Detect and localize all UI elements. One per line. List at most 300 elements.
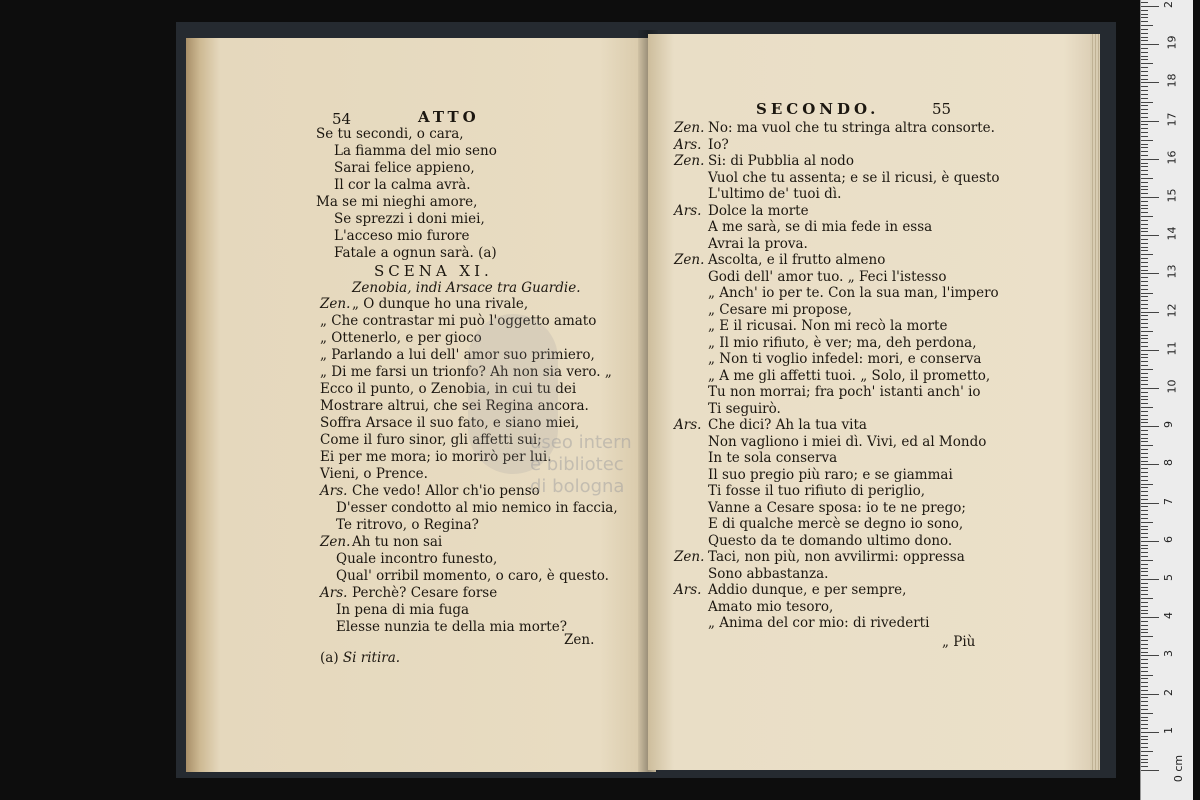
text-line bbox=[708, 401, 781, 418]
ruler-tick bbox=[1141, 545, 1148, 546]
line-text: No: ma vuol che tu stringa altra consorte. bbox=[708, 120, 995, 136]
text-line bbox=[334, 143, 497, 160]
line-text: Che dici? Ah la tua vita bbox=[708, 417, 867, 433]
ruler-tick bbox=[1141, 694, 1159, 695]
ruler-tick bbox=[1141, 422, 1148, 423]
ruler-tick bbox=[1141, 304, 1148, 305]
ruler-tick bbox=[1141, 388, 1159, 389]
speaker-label: Ars. bbox=[320, 483, 348, 499]
ruler-tick bbox=[1141, 396, 1148, 397]
text-line bbox=[336, 551, 497, 568]
line-text: Non vagliono i miei dì. Vivi, ed al Mondo bbox=[708, 433, 987, 450]
ruler-number: 4 bbox=[1162, 612, 1175, 620]
text-line bbox=[674, 582, 907, 599]
ruler-tick bbox=[1141, 331, 1153, 332]
ruler-tick bbox=[1141, 98, 1148, 99]
ruler-number: 16 bbox=[1165, 150, 1179, 165]
text-line bbox=[708, 269, 947, 286]
ruler-tick bbox=[1141, 178, 1153, 179]
ruler-number: 14 bbox=[1165, 226, 1179, 241]
line-text: „ Ottenerlo, e per gioco bbox=[320, 330, 482, 346]
ruler-number: 11 bbox=[1165, 341, 1179, 356]
line-text: Perchè? Cesare forse bbox=[352, 585, 498, 601]
running-head-left: ATTO bbox=[418, 108, 480, 126]
ruler-tick bbox=[1141, 621, 1148, 622]
ruler-tick bbox=[1141, 632, 1148, 633]
ruler-tick bbox=[1141, 449, 1148, 450]
ruler-tick bbox=[1141, 659, 1148, 660]
speaker-label: Ars. bbox=[320, 585, 348, 601]
ruler-number: 15 bbox=[1165, 188, 1179, 203]
line-text: Fatale a ognun sarà. (a) bbox=[334, 245, 497, 261]
ruler-tick bbox=[1141, 48, 1148, 49]
ruler-number: 0 cm bbox=[1172, 754, 1186, 783]
ruler-tick bbox=[1141, 228, 1148, 229]
line-text: Quale incontro funesto, bbox=[336, 551, 498, 567]
ruler-tick bbox=[1141, 648, 1148, 649]
ruler-tick bbox=[1141, 690, 1148, 691]
ruler-tick bbox=[1141, 747, 1148, 748]
ruler-tick bbox=[1141, 606, 1148, 607]
ruler-tick bbox=[1141, 308, 1148, 309]
line-text: „ Di me farsi un trionfo? Ah non sia vero. „ bbox=[320, 364, 612, 380]
text-line bbox=[320, 466, 428, 483]
ruler-tick bbox=[1141, 743, 1148, 744]
ruler-tick bbox=[1141, 697, 1148, 698]
line-text: „ Cesare mi propose, bbox=[708, 301, 852, 318]
ruler-tick bbox=[1141, 216, 1153, 217]
ruler-tick bbox=[1141, 155, 1148, 156]
text-line bbox=[708, 384, 981, 401]
speaker-label: Zen. bbox=[674, 120, 705, 136]
ruler-tick bbox=[1141, 403, 1148, 404]
line-text: „ E il ricusai. Non mi recò la morte bbox=[708, 318, 948, 334]
watermark-line: e bibliotec bbox=[530, 454, 624, 475]
line-text: Elesse nunzia te della mia morte? bbox=[336, 619, 567, 635]
ruler-tick bbox=[1141, 717, 1148, 718]
ruler-tick bbox=[1141, 663, 1148, 664]
watermark-line: di bologna bbox=[530, 476, 625, 497]
text-line bbox=[708, 219, 932, 236]
line-text: Mostrare altrui, che sei Regina ancora. bbox=[320, 398, 589, 414]
ruler-tick bbox=[1141, 453, 1148, 454]
ruler-tick bbox=[1141, 759, 1148, 760]
ruler-tick bbox=[1141, 468, 1148, 469]
ruler-tick bbox=[1141, 254, 1153, 255]
ruler-tick bbox=[1141, 52, 1148, 53]
text-line bbox=[320, 364, 612, 381]
text-line bbox=[708, 516, 963, 533]
ruler-tick bbox=[1141, 705, 1148, 706]
ruler-tick bbox=[1141, 732, 1159, 733]
ruler-tick bbox=[1141, 373, 1148, 374]
text-line bbox=[320, 483, 540, 500]
text-line bbox=[708, 285, 999, 302]
footnote bbox=[320, 650, 400, 666]
line-text: Amato mio tesoro, bbox=[708, 598, 834, 615]
ruler-tick bbox=[1141, 37, 1148, 38]
ruler-tick bbox=[1141, 147, 1148, 148]
ruler-number: 7 bbox=[1162, 497, 1175, 505]
ruler-tick bbox=[1141, 121, 1159, 122]
ruler-tick bbox=[1141, 724, 1148, 725]
ruler-number: 8 bbox=[1162, 459, 1175, 467]
text-line bbox=[708, 335, 977, 352]
text-line bbox=[708, 368, 990, 385]
line-text: Sono abbastanza. bbox=[708, 565, 829, 582]
ruler-tick bbox=[1141, 568, 1148, 569]
line-text: Questo da te domando ultimo dono. bbox=[708, 532, 953, 549]
line-text: Soffra Arsace il suo fato, e siano miei, bbox=[320, 415, 580, 431]
speaker-label: Ars. bbox=[674, 417, 702, 433]
ruler-tick bbox=[1141, 728, 1148, 729]
ruler-tick bbox=[1141, 548, 1148, 549]
ruler-tick bbox=[1141, 675, 1153, 676]
text-line bbox=[708, 434, 986, 451]
ruler-tick bbox=[1141, 377, 1148, 378]
ruler-tick bbox=[1141, 590, 1148, 591]
text-line bbox=[336, 500, 618, 517]
text-line bbox=[674, 252, 886, 269]
watermark-line: useo intern bbox=[530, 432, 632, 453]
ruler-tick bbox=[1141, 105, 1148, 106]
ruler-tick bbox=[1141, 552, 1148, 553]
ruler-tick bbox=[1141, 189, 1148, 190]
line-text: L'acceso mio furore bbox=[334, 228, 470, 244]
ruler-number: 13 bbox=[1165, 264, 1179, 279]
ruler-tick bbox=[1141, 205, 1148, 206]
line-text: Che vedo! Allor ch'io penso bbox=[352, 483, 540, 499]
ruler-tick bbox=[1141, 262, 1148, 263]
text-line bbox=[320, 313, 596, 330]
text-line bbox=[708, 236, 808, 253]
text-line bbox=[336, 568, 609, 585]
text-line bbox=[708, 186, 841, 203]
ruler-tick bbox=[1141, 136, 1148, 137]
ruler-tick bbox=[1141, 560, 1153, 561]
ruler-tick bbox=[1141, 709, 1148, 710]
ruler-tick bbox=[1141, 629, 1148, 630]
ruler-tick bbox=[1141, 407, 1153, 408]
catchword-right: „ Più bbox=[942, 634, 976, 650]
line-text: Sarai felice appieno, bbox=[334, 160, 475, 176]
line-text: Godi dell' amor tuo. „ Feci l'istesso bbox=[708, 268, 947, 285]
ruler-tick bbox=[1141, 323, 1148, 324]
ruler-number: 17 bbox=[1165, 112, 1179, 127]
line-text: Te ritrovo, o Regina? bbox=[336, 517, 479, 533]
speaker-label: Ars. bbox=[674, 136, 702, 153]
ruler-tick bbox=[1141, 350, 1159, 351]
line-text: E di qualche mercè se degno io sono, bbox=[708, 516, 964, 532]
ruler-tick bbox=[1141, 231, 1148, 232]
ruler-tick bbox=[1141, 720, 1148, 721]
ruler-tick bbox=[1141, 75, 1148, 76]
ruler-tick bbox=[1141, 94, 1148, 95]
ruler-tick bbox=[1141, 296, 1148, 297]
ruler-tick bbox=[1141, 415, 1148, 416]
ruler-tick bbox=[1141, 300, 1148, 301]
page-number-right: 55 bbox=[932, 100, 952, 118]
text-line bbox=[708, 302, 852, 319]
ruler-tick bbox=[1141, 464, 1159, 465]
ruler-tick bbox=[1141, 2, 1148, 3]
text-line bbox=[334, 177, 471, 194]
line-text: Addio dunque, e per sempre, bbox=[708, 582, 907, 598]
text-line bbox=[674, 202, 809, 220]
text-line bbox=[708, 450, 837, 467]
footnote-mark: (a) bbox=[320, 650, 339, 666]
measurement-ruler bbox=[1140, 0, 1193, 800]
text-line bbox=[334, 160, 475, 177]
line-text: Vanne a Cesare sposa: io te ne prego; bbox=[708, 499, 966, 516]
line-text: D'esser condotto al mio nemico in faccia, bbox=[336, 500, 618, 516]
ruler-tick bbox=[1141, 537, 1148, 538]
ruler-tick bbox=[1141, 506, 1148, 507]
line-text: In pena di mia fuga bbox=[336, 602, 470, 618]
line-text: Se tu secondi, o cara, bbox=[316, 126, 464, 142]
ruler-tick bbox=[1141, 461, 1148, 462]
text-line bbox=[320, 296, 529, 313]
text-line bbox=[320, 330, 482, 347]
text-line bbox=[708, 566, 828, 583]
ruler-tick bbox=[1141, 102, 1153, 103]
ruler-tick bbox=[1141, 380, 1148, 381]
ruler-tick bbox=[1141, 29, 1148, 30]
text-line bbox=[336, 517, 479, 534]
line-text: „ A me gli affetti tuoi. „ Solo, il prometto, bbox=[708, 367, 991, 384]
ruler-tick bbox=[1141, 682, 1148, 683]
right-page bbox=[648, 34, 1100, 770]
ruler-tick bbox=[1141, 441, 1148, 442]
ruler-tick bbox=[1141, 44, 1159, 45]
line-text: Ah tu non sai bbox=[352, 534, 443, 550]
ruler-tick bbox=[1141, 636, 1153, 637]
ruler-tick bbox=[1141, 369, 1153, 370]
ruler-number: 9 bbox=[1162, 421, 1175, 429]
ruler-tick bbox=[1141, 602, 1148, 603]
line-text: La fiamma del mio seno bbox=[334, 143, 497, 159]
ruler-tick bbox=[1141, 224, 1148, 225]
ruler-tick bbox=[1141, 652, 1148, 653]
ruler-tick bbox=[1141, 33, 1148, 34]
ruler-tick bbox=[1141, 510, 1148, 511]
ruler-tick bbox=[1141, 472, 1148, 473]
ruler-tick bbox=[1141, 678, 1148, 679]
scene-heading: SCENA XI. bbox=[374, 262, 493, 280]
ruler-tick bbox=[1141, 587, 1148, 588]
ruler-tick bbox=[1141, 6, 1159, 7]
ruler-tick bbox=[1141, 63, 1153, 64]
ruler-tick bbox=[1141, 67, 1148, 68]
ruler-tick bbox=[1141, 419, 1148, 420]
text-line bbox=[708, 170, 1000, 187]
line-text: L'ultimo de' tuoi dì. bbox=[708, 186, 842, 202]
ruler-tick bbox=[1141, 686, 1148, 687]
ruler-tick bbox=[1141, 411, 1148, 412]
ruler-number: 6 bbox=[1162, 535, 1175, 543]
line-text: Come il furo sinor, gli affetti sui; bbox=[320, 432, 542, 448]
ruler-tick bbox=[1141, 625, 1148, 626]
line-text: Se sprezzi i doni miei, bbox=[334, 211, 485, 227]
ruler-tick bbox=[1141, 319, 1148, 320]
ruler-number: 18 bbox=[1165, 73, 1179, 88]
ruler-tick bbox=[1141, 56, 1148, 57]
text-line bbox=[708, 351, 981, 368]
ruler-tick bbox=[1141, 132, 1148, 133]
ruler-tick bbox=[1141, 86, 1148, 87]
ruler-number: 19 bbox=[1165, 35, 1179, 50]
ruler-tick bbox=[1141, 163, 1148, 164]
ruler-tick bbox=[1141, 640, 1148, 641]
ruler-tick bbox=[1141, 266, 1148, 267]
ruler-tick bbox=[1141, 182, 1148, 183]
ruler-tick bbox=[1141, 212, 1148, 213]
speaker-label: Zen. bbox=[320, 296, 351, 312]
speaker-label: Zen. bbox=[674, 252, 705, 268]
text-line bbox=[334, 211, 485, 228]
ruler-tick bbox=[1141, 117, 1148, 118]
ruler-number: 12 bbox=[1165, 303, 1179, 318]
ruler-number: 3 bbox=[1162, 650, 1175, 658]
ruler-tick bbox=[1141, 159, 1159, 160]
line-text: Vuol che tu assenta; e se il ricusi, è questo bbox=[708, 169, 1000, 186]
ruler-tick bbox=[1141, 14, 1148, 15]
line-text: Avrai la prova. bbox=[708, 235, 808, 252]
speaker-label: Zen. bbox=[320, 534, 351, 550]
ruler-tick bbox=[1141, 357, 1148, 358]
text-line bbox=[708, 318, 947, 335]
line-text: Ti seguirò. bbox=[708, 400, 781, 417]
ruler-tick bbox=[1141, 21, 1148, 22]
line-text: Si: di Pubblia al nodo bbox=[708, 153, 854, 169]
ruler-tick bbox=[1141, 243, 1148, 244]
ruler-tick bbox=[1141, 480, 1148, 481]
ruler-tick bbox=[1141, 235, 1159, 236]
ruler-tick bbox=[1141, 220, 1148, 221]
ruler-number: 10 bbox=[1165, 379, 1179, 394]
speaker-label: Ars. bbox=[674, 582, 702, 598]
line-text: In te sola conserva bbox=[708, 450, 838, 466]
ruler-tick bbox=[1141, 487, 1148, 488]
ruler-tick bbox=[1141, 736, 1148, 737]
ruler-tick bbox=[1141, 671, 1148, 672]
ruler-tick bbox=[1141, 315, 1148, 316]
line-text: Io? bbox=[708, 136, 729, 153]
watermark-text bbox=[530, 432, 632, 498]
ruler-tick bbox=[1141, 239, 1148, 240]
ruler-tick bbox=[1141, 594, 1148, 595]
ruler-tick bbox=[1141, 430, 1148, 431]
text-line bbox=[674, 417, 867, 434]
line-text: Tu non morrai; fra poch' istanti anch' io bbox=[708, 384, 981, 400]
line-text: Il suo pregio più raro; e se giammai bbox=[708, 466, 953, 483]
text-line bbox=[320, 585, 498, 602]
ruler-tick bbox=[1141, 571, 1148, 572]
catchword-left: Zen. bbox=[564, 632, 595, 648]
line-text: „ Parlando a lui dell' amor suo primiero, bbox=[320, 347, 595, 363]
ruler-tick bbox=[1141, 208, 1148, 209]
ruler-tick bbox=[1141, 766, 1148, 767]
ruler-number: 1 bbox=[1162, 726, 1175, 734]
ruler-tick bbox=[1141, 755, 1148, 756]
ruler-tick bbox=[1141, 503, 1159, 504]
ruler-tick bbox=[1141, 438, 1148, 439]
line-text: Il cor la calma avrà. bbox=[334, 177, 471, 193]
ruler-tick bbox=[1141, 113, 1148, 114]
ruler-tick bbox=[1141, 247, 1148, 248]
ruler-tick bbox=[1141, 384, 1148, 385]
running-head-right: SECONDO. bbox=[756, 100, 880, 118]
ruler-tick bbox=[1141, 335, 1148, 336]
ruler-tick bbox=[1141, 533, 1148, 534]
ruler-tick bbox=[1141, 277, 1148, 278]
ruler-tick bbox=[1141, 610, 1148, 611]
ruler-tick bbox=[1141, 197, 1159, 198]
text-line bbox=[334, 228, 469, 245]
speaker-label: Zen. bbox=[674, 153, 705, 169]
ruler-tick bbox=[1141, 655, 1159, 656]
ruler-tick bbox=[1141, 346, 1148, 347]
ruler-tick bbox=[1141, 583, 1148, 584]
ruler-tick bbox=[1141, 770, 1159, 771]
ruler-tick bbox=[1141, 434, 1148, 435]
ruler-tick bbox=[1141, 193, 1148, 194]
ruler-tick bbox=[1141, 342, 1148, 343]
page-number-left: 54 bbox=[332, 110, 352, 128]
ruler-tick bbox=[1141, 289, 1148, 290]
scene-cast: Zenobia, indi Arsace tra Guardie. bbox=[352, 280, 581, 296]
ruler-tick bbox=[1141, 476, 1148, 477]
ruler-tick bbox=[1141, 170, 1148, 171]
left-page bbox=[186, 38, 656, 772]
text-line bbox=[708, 483, 925, 500]
ruler-tick bbox=[1141, 17, 1148, 18]
ruler-tick bbox=[1141, 598, 1153, 599]
text-line bbox=[674, 136, 729, 154]
ruler-tick bbox=[1141, 564, 1148, 565]
line-text: „ Anch' io per te. Con la sua man, l'impero bbox=[708, 285, 999, 301]
text-line bbox=[336, 602, 469, 619]
ruler-tick bbox=[1141, 354, 1148, 355]
ruler-tick bbox=[1141, 575, 1148, 576]
text-line bbox=[708, 615, 929, 632]
ruler-tick bbox=[1141, 518, 1148, 519]
line-text: „ Anima del cor mio: di rivederti bbox=[708, 615, 930, 631]
line-text: Ecco il punto, o Zenobia, in cui tu dei bbox=[320, 381, 577, 397]
ruler-tick bbox=[1141, 495, 1148, 496]
ruler-tick bbox=[1141, 151, 1148, 152]
speaker-label: Zen. bbox=[674, 549, 705, 565]
ruler-tick bbox=[1141, 174, 1148, 175]
ruler-number: 2 bbox=[1162, 688, 1175, 696]
ruler-tick bbox=[1141, 667, 1148, 668]
ruler-tick bbox=[1141, 40, 1148, 41]
ruler-tick bbox=[1141, 250, 1148, 251]
ruler-tick bbox=[1141, 327, 1148, 328]
text-line bbox=[708, 599, 833, 616]
line-text: „ O dunque ho una rivale, bbox=[352, 296, 529, 312]
ruler-tick bbox=[1141, 79, 1148, 80]
text-line bbox=[708, 500, 966, 517]
ruler-tick bbox=[1141, 713, 1153, 714]
line-text: Ma se mi nieghi amore, bbox=[316, 194, 478, 210]
ruler-tick bbox=[1141, 617, 1159, 618]
ruler-tick bbox=[1141, 281, 1148, 282]
ruler-number: 5 bbox=[1162, 574, 1175, 581]
text-line bbox=[674, 153, 854, 170]
text-line bbox=[320, 534, 443, 551]
ruler-tick bbox=[1141, 739, 1148, 740]
